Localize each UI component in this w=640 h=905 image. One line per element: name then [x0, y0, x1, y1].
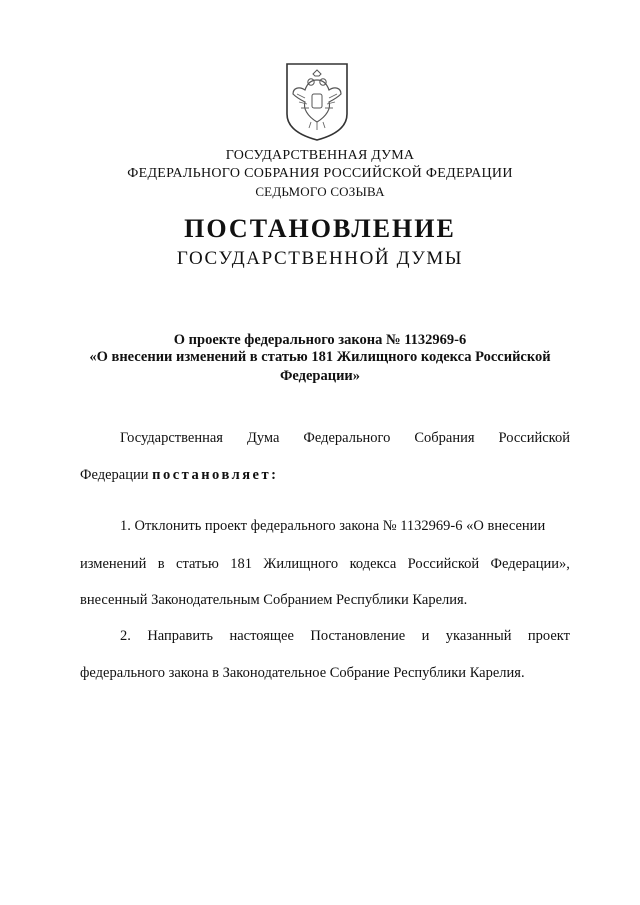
bill-title-line-3: Федерации» [279, 368, 361, 384]
intro-word: Федерального [303, 430, 391, 446]
intro-line-1 [80, 430, 570, 447]
item-word: изменений [80, 556, 147, 572]
item-2-line-1 [80, 628, 570, 645]
intro-line-2 [80, 467, 570, 484]
bill-title-line-2: «О внесении изменений в статью 181 Жилищного кодекса Российской [89, 349, 551, 365]
item-word: 2. [120, 628, 131, 644]
resolution-verb: постановляет: [152, 467, 279, 483]
org-line-1: ГОСУДАРСТВЕННАЯ ДУМА [225, 148, 415, 163]
item-word: статью [176, 556, 219, 572]
item-word: и [421, 628, 430, 644]
item-word: Жилищного [263, 556, 339, 572]
item-1-line-2 [80, 556, 570, 573]
document-subtitle: ГОСУДАРСТВЕННОЙ ДУМЫ [176, 248, 464, 269]
document-title: ПОСТАНОВЛЕНИЕ [184, 214, 456, 243]
intro-word: Российской [498, 430, 570, 446]
item-word: настоящее [229, 628, 294, 644]
org-line-3: СЕДЬМОГО СОЗЫВА [255, 184, 385, 199]
bill-title-line-1: О проекте федерального закона № 1132969-6 [173, 332, 467, 348]
item-word: в [157, 556, 165, 572]
item-2-line-2: федерального закона в Законодательное Собрание Республики Карелия. [80, 665, 525, 681]
intro-word: Собрания [414, 430, 475, 446]
item-1-line-3: внесенный Законодательным Собранием Республики Карелия. [80, 592, 468, 608]
item-word: Федерации», [490, 556, 570, 572]
item-word: Направить [147, 628, 214, 644]
intro-line-2-start: Федерации [80, 467, 149, 483]
intro-word: Государственная [120, 430, 223, 446]
item-1-line-1: 1. Отклонить проект федерального закона № 1132969-6 «О внесении [120, 518, 546, 534]
item-word: кодекса [349, 556, 397, 572]
intro-word: Дума [246, 430, 280, 446]
item-word: указанный [445, 628, 512, 644]
org-line-2: ФЕДЕРАЛЬНОГО СОБРАНИЯ РОССИЙСКОЙ ФЕДЕРАЦИИ [127, 166, 513, 181]
item-word: Постановление [310, 628, 406, 644]
item-word: Российской [407, 556, 480, 572]
item-word: проект [527, 628, 570, 644]
coat-of-arms-icon [283, 62, 351, 142]
item-word: 181 [230, 556, 252, 572]
